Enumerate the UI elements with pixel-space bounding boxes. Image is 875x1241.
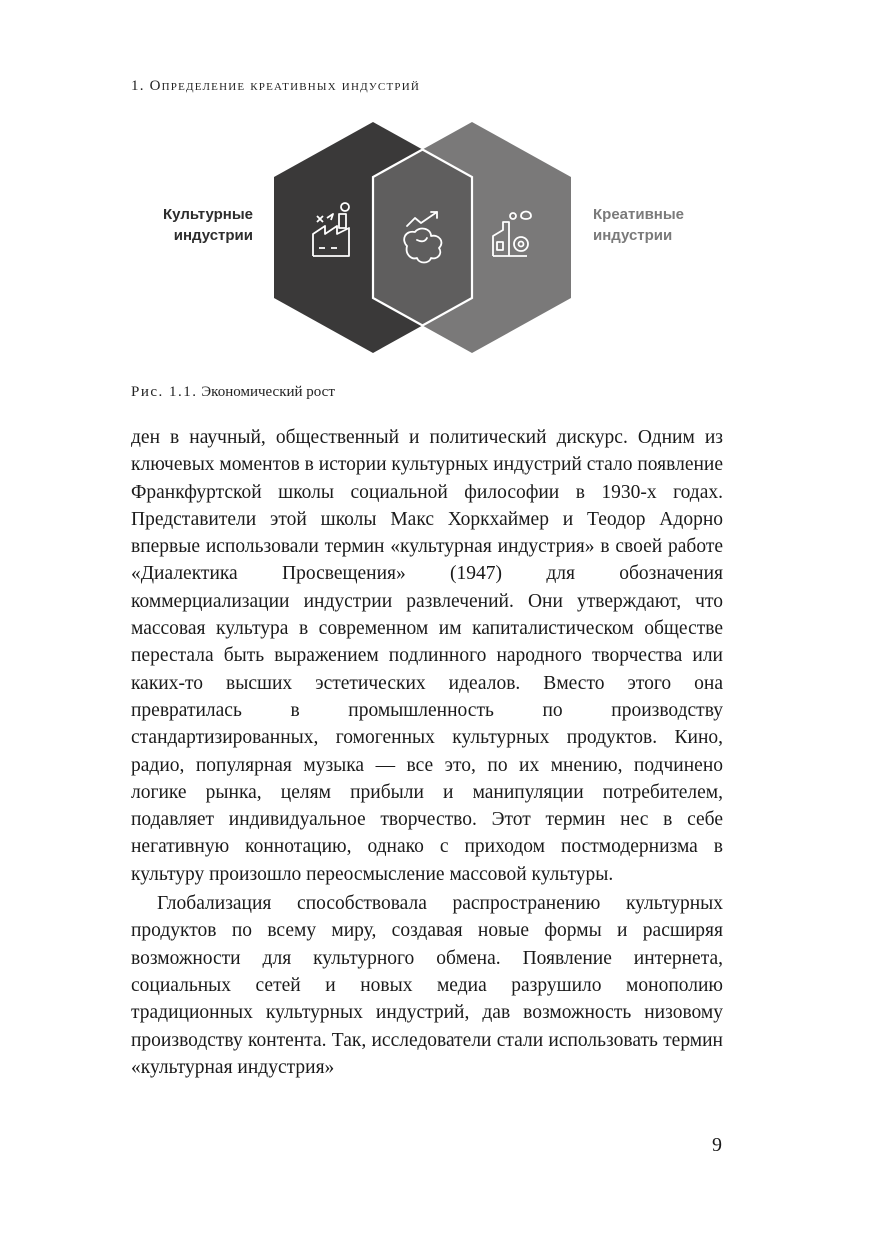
- label-creative-line1: Креативные: [593, 206, 685, 223]
- page-number: 9: [712, 1134, 722, 1156]
- label-cultural-line2: индустрии: [173, 227, 253, 244]
- figure-venn-hexagons: [131, 118, 741, 358]
- caption-label: Рис. 1.1.: [131, 384, 198, 400]
- hexagon-overlap: [373, 150, 472, 326]
- paragraph-2: Глобализация способствовала распространению культурных продуктов по всему миру, создавая новые формы и расширяя возможности для культурного обмена. Появление интернета, социальных сетей и новых медиа разрушило монополию традиционных культурных индустрий, дав возможность низовому производству контента. Так, исследователи стали использовать термин «культурная индустрия»: [131, 893, 723, 1078]
- paragraph-1: ден в научный, общественный и политический дискурс. Одним из ключевых моментов в истории культурных индустрий стало появление Франкфуртской школы социальной философии в 1930-х годах. Представители этой школы Макс Хоркхаймер и Теодор Адорно впервые использовали термин «культурная индустрия» в своей работе «Диалектика Просвещения» (1947) для обозначения коммерциализации индустрии развлечений. Они утверждают, что массовая культура в современном им капиталистическом обществе перестала быть выражением подлинного народного творчества или каких-то высших эстетических идеалов. Вместо этого она превратилась в промышленность по производству стандартизированных, гомогенных культурных продуктов. Кино, радио, популярная музыка — все это, по их мнению, подчинено логике рынка, целям прибыли и манипуляции потребителем, подавляет индивидуальное творчество. Этот термин нес в себе негативную коннотацию, однако с приходом постмодернизма в культуру произошло переосмысление массовой культуры.: [131, 427, 723, 885]
- hexagon-diagram: [131, 118, 741, 358]
- label-cultural-line1: Культурные: [163, 206, 253, 223]
- label-creative-line2: индустрии: [593, 227, 673, 244]
- body-text: [131, 424, 723, 1081]
- figure-caption: [131, 384, 335, 401]
- running-header: 1. Определение креативных индустрий: [131, 78, 420, 94]
- caption-text: Экономический рост: [201, 384, 335, 400]
